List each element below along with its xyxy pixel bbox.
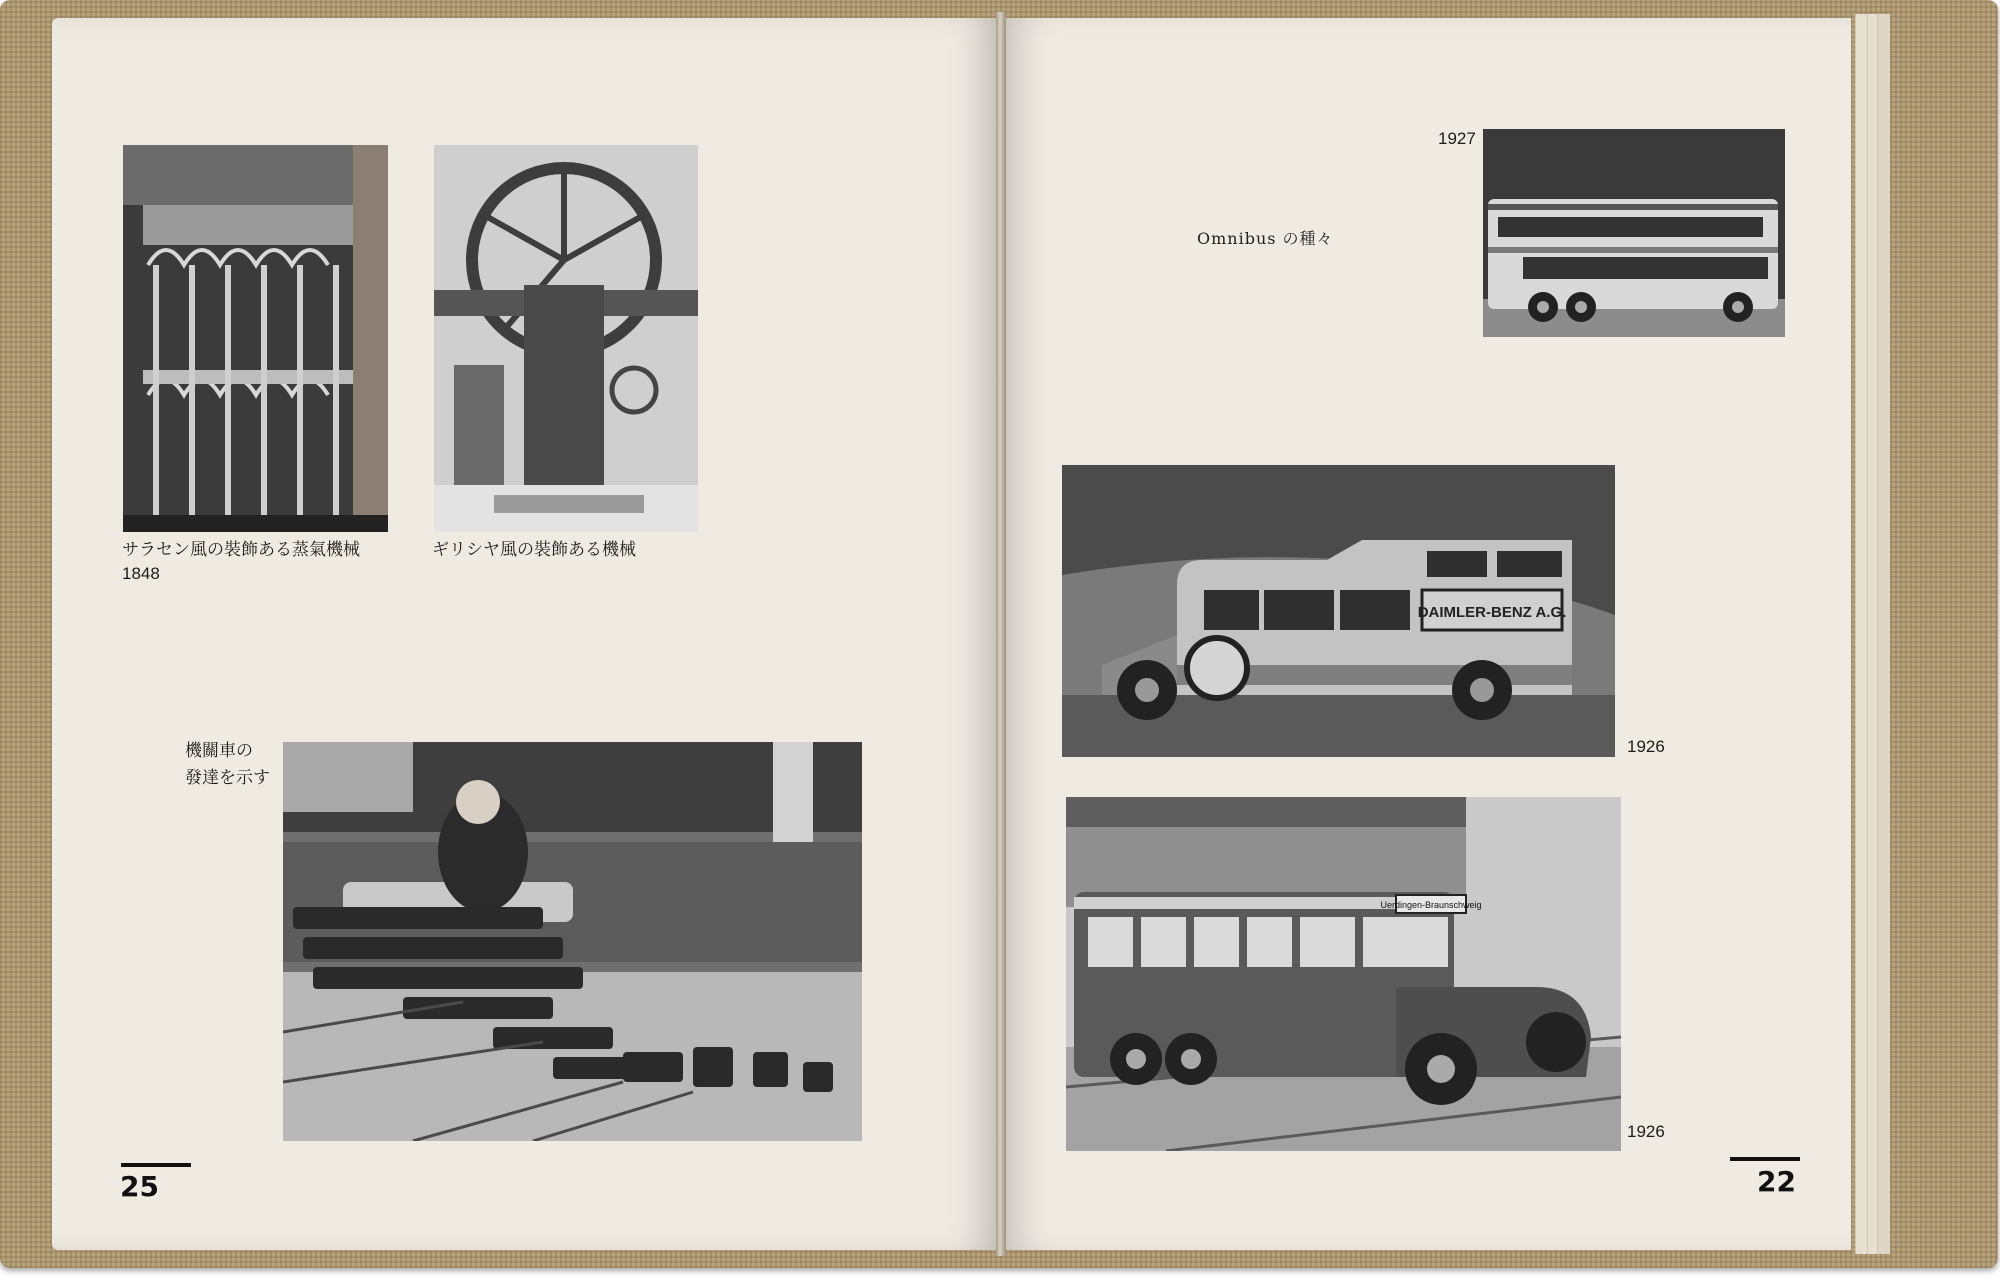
caption-locomotive <box>185 738 270 792</box>
page-title-omnibus: Omnibus の種々 <box>1197 229 1334 248</box>
photo-saracen-steam-engine <box>123 145 388 532</box>
page-edges <box>1877 14 1890 1254</box>
caption-greek: ギリシヤ風の裝飾ある機械 <box>432 540 636 560</box>
caption-locomotive-line-2: 發達を示す <box>185 768 270 789</box>
photo-model-locomotives <box>283 742 862 1141</box>
caption-saracen: サラセン風の裝飾ある蒸氣機械 <box>122 540 360 560</box>
year-saracen: 1848 <box>122 564 160 583</box>
caption-locomotive-line-1: 機關車の <box>185 741 253 761</box>
bus-sign-daimler: DAIMLER-BENZ A.G. <box>1417 604 1567 621</box>
year-daimler-bus: 1926 <box>1627 737 1665 756</box>
photo-double-decker-bus <box>1483 129 1785 337</box>
photo-daimler-bus <box>1062 465 1615 757</box>
photo-greek-machine <box>434 145 698 532</box>
year-double-decker: 1927 <box>1438 129 1476 148</box>
bus-sign-route: Uerdingen-Braunschweig <box>1380 900 1482 910</box>
page-number-rule-right <box>1730 1157 1800 1161</box>
page-number-right: 22 <box>1757 1165 1796 1198</box>
year-six-wheel-bus: 1926 <box>1627 1122 1665 1141</box>
page-number-left: 25 <box>120 1170 159 1203</box>
page-number-rule <box>121 1163 191 1167</box>
photo-six-wheel-bus <box>1066 797 1621 1151</box>
book-gutter <box>996 12 1006 1256</box>
